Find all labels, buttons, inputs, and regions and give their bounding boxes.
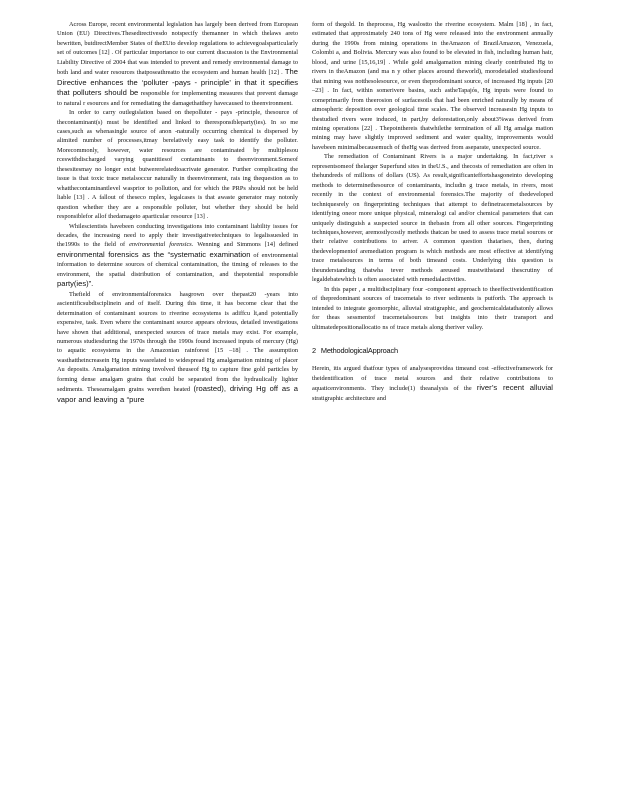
text-run: Across Europe, recent environmental legislation has largely been derived from European Union (EU) Directives.Thesedirectivesdo notspecify themanner in which thelaws areto bewritten, butdirectMember States of theEUto develop regulations to achievegoalsparticularly set of outcomes [12] . Of particular importance to our current discussion is the Environmental Liability Directive of 2004 that was intended to prevent and remedy environmental damage to both land and water resources thatposeathreatto the ecosystem and human health [12] . (57, 21, 298, 77)
italic-term: environmental forensics (129, 241, 192, 249)
left-column (57, 20, 298, 405)
text-run: In this paper , a multidisciplinary four -component approach to theeffectiveidentification of thepredominant sources of tracemetals to river sediments is putforth. The approach is intended to integrate geomorphic, alluvial stratigraphic, and geochemicaldatathatonly allows for theas sessmentof tracemetalsources but insights into their transport and ultimatedepositionallocatio ns of trace metals along theriver valley. (312, 285, 553, 331)
text-run: In order to carry outlegislation based on thepolluter - pays -principle, thesource of thecontaminant(s) must be identified and linked to theresponsibleparty(ies). In so me cases,such as whenasingle source of anon -naturally occurring chemical is dispersed by alimited number of processes,itmay berelatively easy task to identify the polluter. Morecommonly, however, water resources are contaminated by multiplesou rceswithdischarged varying quantitiesof contaminants to theenvironment.Someof thesesitesmay no longer exist butwererelatedtoacrivate generator. Further complicating the issue is that toxic trace metalsoccur naturally in theenvironment, rais ing thequestion as to whatthecontaminantlevel wasprior to pollution, and for which the PRPs should not be held liable [13] . A fallout of theseco mplex, legalcases is that awaste generator may notonly question whether they are a responsible polluter, but whether they should be held responsiblefor allof thedamageto aparticular resource [13] . (57, 109, 298, 221)
paragraph-eu-directives (57, 20, 298, 108)
text-run-large: (roasted), driving Hg off as a vapor and leaving a “pure (57, 384, 299, 404)
text-run: Whilescientists havebeen conducting investigations into contaminant liability issues for decades, the increasing need to apply their investigativetechniques to legalissuesled in the1990s to the field of (57, 222, 298, 249)
paragraph-environmental-forensics (57, 222, 298, 290)
paragraph-remediation (312, 152, 553, 284)
paragraph-amazon-mercury (57, 290, 298, 405)
text-run-large: river’s recent alluvial (476, 383, 553, 393)
text-run: form of thegold. In theprocess, Hg waslostto the riverine ecosystem. Malm [18] , in fact, estimated that approximately 240 tons of Hg were released into the environment annually during the 1990s from mining operations in theAmazon of BrazilAmazon, Venezuela, Colombi a, and Bolivia. Mercury was also found to be elevated in fish, including human hair, blood, and urine [15,16,19] . While gold amalgamation mining clearly contributed Hg to rivers in theAmazon (and ma n y other places around theworld), morodetailed studiesfound that mining was notthesolesource, or even theprodominant source, of increased Hg inputs [20 –23] . In fact, within somerivere basins, such astheTapajós, Hg inputs were found to comeprimarily from theerosion of surfacesoils that had been enriched naturally by means of atmospheric deposition over geological time scales. The observed increasesin Hg inputs to thestudied rivers were induced, in part,by deforestation,only about3%was derived from mining operations [22] . Thepointhereis thatwhilethe termination of all Hg amalga mation mining may have slightly improved sediment and water quality, improvements would havebeen minimalbecausemuch of theHg was derived from aseparate, unexpected source. (312, 21, 553, 151)
section-number: 2 (312, 345, 316, 355)
text-run: Herein, itis argued thatfour types of analysesprovidea timeand cost -effectiveframework for theidentification of trace metal sources and their relative contributions to aquaticenvironments. They include(1) theanalysis of the (312, 365, 553, 393)
section-heading (312, 346, 553, 355)
section-title: MethodologicalApproach (320, 345, 398, 355)
text-run: Thefield of environmentalforensics hasgrown over thepast20 -years into ascientificsubdisciplinein and of itself. During this time, it has become clear that the determination of contaminant sources to riverine ecosystems is adiffcu lt,and potentially expensive, task. Even where the contaminant source appears obvious, detailed investigations have shown that additional, unexpected sources of trace metals may exist. For example, numerous studiesduring the 1970s through the 1990s found increased inputs of mercury (Hg) to aquatic ecosystems in the Amazonian rainforest [15 –18] . The assumption wasthattheincreasein Hg inputs wasrelated to widespread Hg amalgamation mining of placer Au deposits. Amalgamation mining involved theuseof Hg to capture fine gold particles by forming dense amalgam grains that could be separated from the hydraulically lighter sediments. Theseamalgam grains werethen heated (57, 290, 298, 394)
text-run: stratigraphic architecture and (312, 394, 387, 402)
paragraph-gold-mercury (312, 20, 553, 152)
text-run: The remediation of Contaminant Rivers is a major undertaking. In fact,river s representsomeof thelarger Superfund sites in theU.S., and thecosts of remediation are often in thehundreds of millions of dollars (US). As result,significanteffortshasgoneinto developing methods to determinethesource of contaminants, includin g trace metals, in rivers, most recently in the context of environmental forensics.The majority of thedeveloped techniquesrely on fingerprinting techniques that attempt to definetracemetalsources by identifying oneor more unique physical, mineralogi cal and/or chemical parameters that can uniquely distinguish a suspected source in thebasin from all other sources. Fingerprinting techniques,however, aremostlycostly methods thatcan be used to assess trace metal sources or their relative contributions to ariver. A common question thatarises, then, during thedevelopmentof aremediation program is which methods are most effective at identifying trace metalsources in terms of both timeand costs. Underlying this question is theunderstanding thatwha tever methods areused mustwithstand thescrutiny of legaldebatewhich is often associated with remedialactivities. (312, 153, 553, 284)
right-column (312, 20, 553, 403)
text-run: responsible for implementing measures that prevent damage to natural r esources and for remediating the damagethatthey havecaused to theenvironment. (57, 90, 299, 107)
text-run: of environmental information to determine sources of chemical contamination, the timing of releases to the environment, the spatial distribution of contamination, and thepotential responsible (57, 251, 298, 278)
paragraph-this-paper (312, 285, 553, 332)
text-run-large: environmental forensics as the “systematic examination (57, 249, 251, 259)
text-run-large: The Directive enhances the ‘polluter -pays - principle’ in that it specifies that polluters should be (57, 67, 298, 98)
paragraph-polluter-pays (57, 108, 298, 221)
text-run: . Wenning and Simmons [14] defined (191, 241, 298, 249)
text-run-large: party(ies)”. (57, 279, 94, 289)
paragraph-four-analyses (312, 364, 553, 403)
